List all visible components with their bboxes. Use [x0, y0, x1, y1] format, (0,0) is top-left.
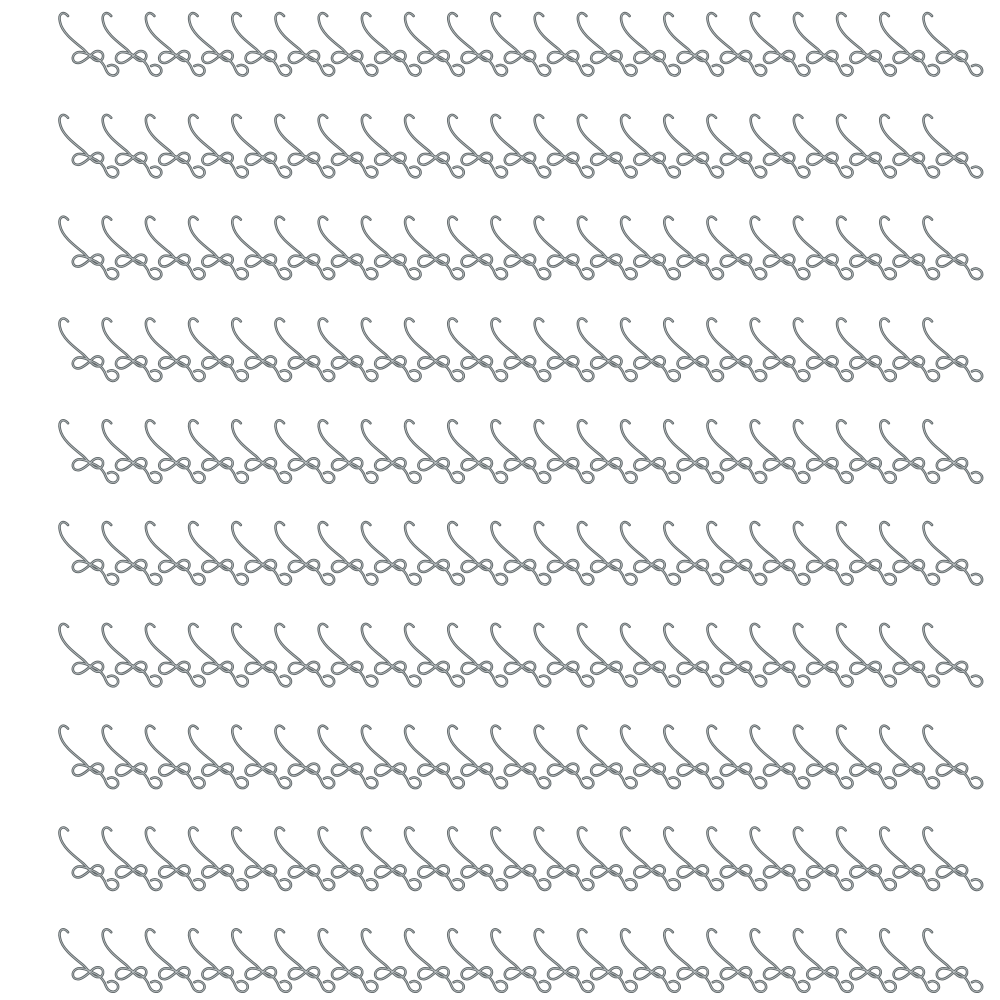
hook-grid — [60, 13, 983, 992]
wire-hook — [60, 115, 119, 177]
wire-hook — [60, 624, 119, 686]
wire-hook — [60, 929, 119, 991]
wire-hook — [60, 726, 119, 788]
wire-hook — [60, 13, 119, 75]
wire-hook — [60, 420, 119, 482]
wire-hook — [60, 319, 119, 381]
wire-hook — [60, 828, 119, 890]
wire-hook — [60, 217, 119, 279]
wire-hook — [60, 522, 119, 584]
